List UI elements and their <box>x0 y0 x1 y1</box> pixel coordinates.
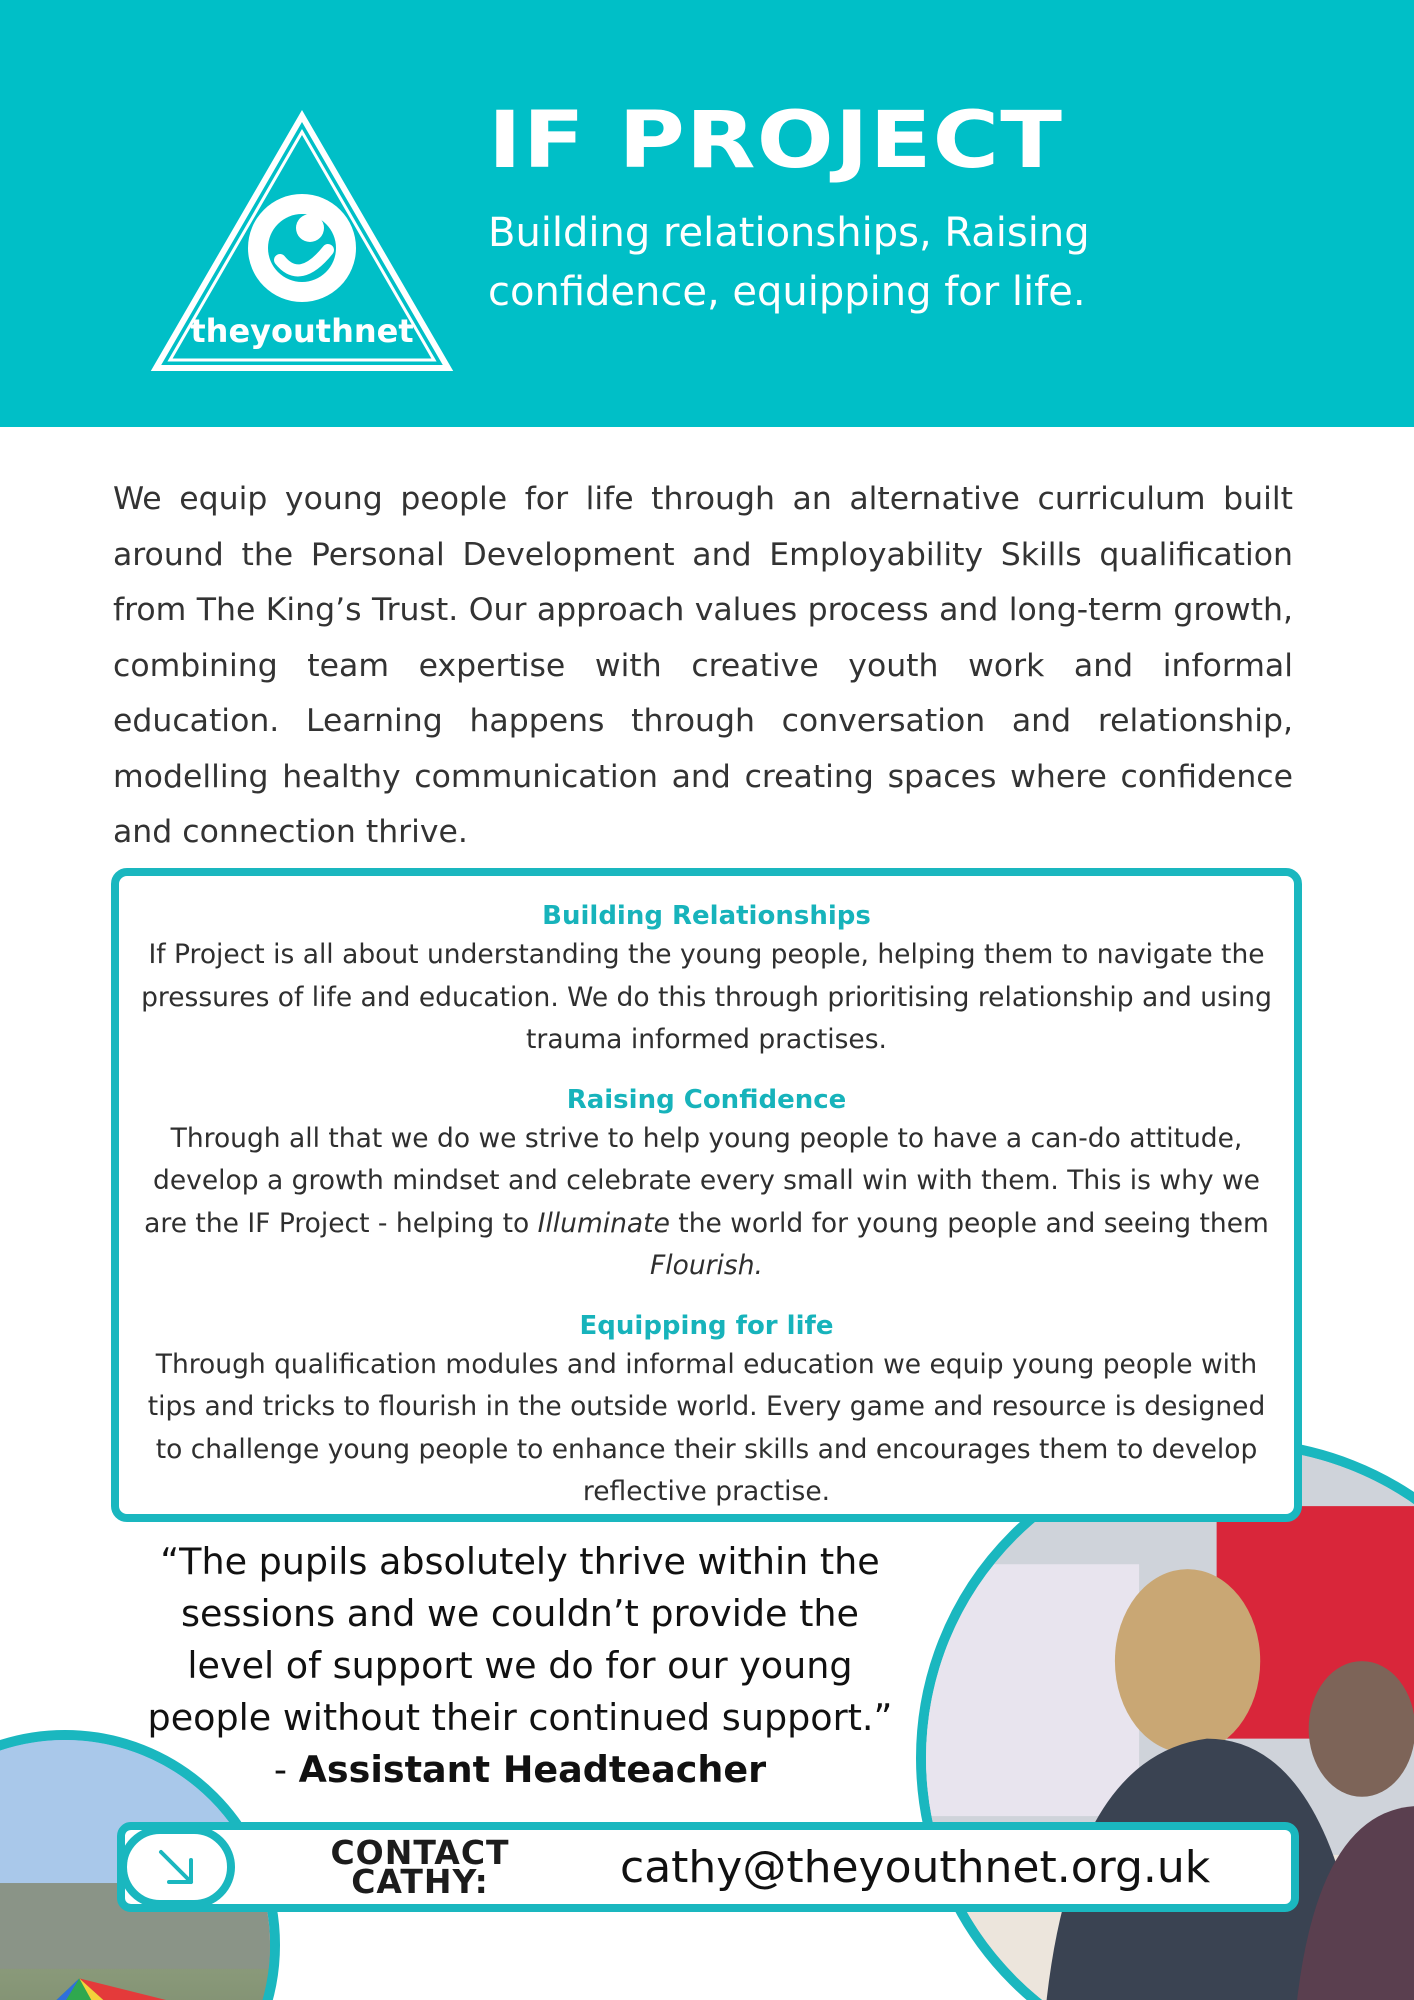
pillar-text: Through qualification modules and informal education we equip young people with tips and tricks to flourish in the outside world. Every game and resource is designed to challenge young people to enhance their skills and encourages them to develop reflective practise. <box>147 1348 1266 1507</box>
testimonial-quote <box>140 1536 900 1796</box>
pillar-building-relationships <box>139 898 1274 1062</box>
attribution-prefix: - <box>273 1748 299 1791</box>
contact-label-line: CONTACT <box>330 1833 510 1872</box>
tagline-line: confidence, equipping for life. <box>488 269 1086 315</box>
students-photo <box>916 1438 1414 2000</box>
contact-label <box>295 1833 545 1901</box>
pillar-heading: Equipping for life <box>579 1310 834 1341</box>
contact-label-line: CATHY: <box>351 1862 489 1901</box>
pillar-text: If Project is all about understanding the young people, helping them to navigate the pressures of life and education. We do this through prioritising relationship and using trauma informed practises. <box>141 939 1272 1055</box>
contact-bar <box>117 1822 1299 1912</box>
theyouthnet-logo <box>150 110 454 376</box>
svg-text:theyouthnet: theyouthnet <box>190 312 414 350</box>
pillar-emphasis: Illuminate <box>537 1207 670 1239</box>
pillar-text <box>139 1118 1274 1288</box>
pillar-heading: Raising Confidence <box>566 1084 847 1115</box>
quote-line: level of support we do for our young <box>187 1644 853 1687</box>
quote-attribution <box>140 1744 900 1796</box>
pillar-equipping-for-life <box>139 1308 1274 1514</box>
arrow-down-right-icon <box>119 1826 235 1908</box>
quote-line: sessions and we couldn’t provide the <box>181 1592 859 1635</box>
attribution-name: Assistant Headteacher <box>298 1748 767 1791</box>
pillar-heading: Building Relationships <box>542 901 871 931</box>
tagline-line: Building relationships, Raising <box>488 210 1090 256</box>
intro-paragraph: We equip young people for life through an alternative curriculum built around the Personal Development and Employability Skills qualification from The King’s Trust. Our approach values process and long-term growth, combining team expertise with creative youth work and informal education. Learning happens through conversation and relationship, modelling healthy communication and creating spaces where confidence and connection thrive. <box>113 481 1293 850</box>
page-title: IF PROJECT <box>488 96 1064 186</box>
contact-email-link[interactable]: cathy@theyouthnet.org.uk <box>620 1842 1211 1893</box>
pillar-raising-confidence <box>139 1082 1274 1288</box>
tagline <box>488 204 1188 322</box>
pillar-emphasis: Flourish. <box>650 1250 763 1281</box>
pillar-text-part: Through all that we do we strive to help young people to have a can-do attitude, develop a growth mindset and celebrate every small win with them. This is why we are the IF Project - helping to <box>144 1122 1260 1239</box>
quote-line: “The pupils absolutely thrive within the <box>160 1540 880 1583</box>
quote-line: people without their continued support.” <box>147 1696 893 1739</box>
pillar-text-part: the world for young people and seeing them <box>669 1207 1269 1239</box>
pillars-box <box>111 868 1302 1522</box>
header-banner <box>0 0 1414 427</box>
